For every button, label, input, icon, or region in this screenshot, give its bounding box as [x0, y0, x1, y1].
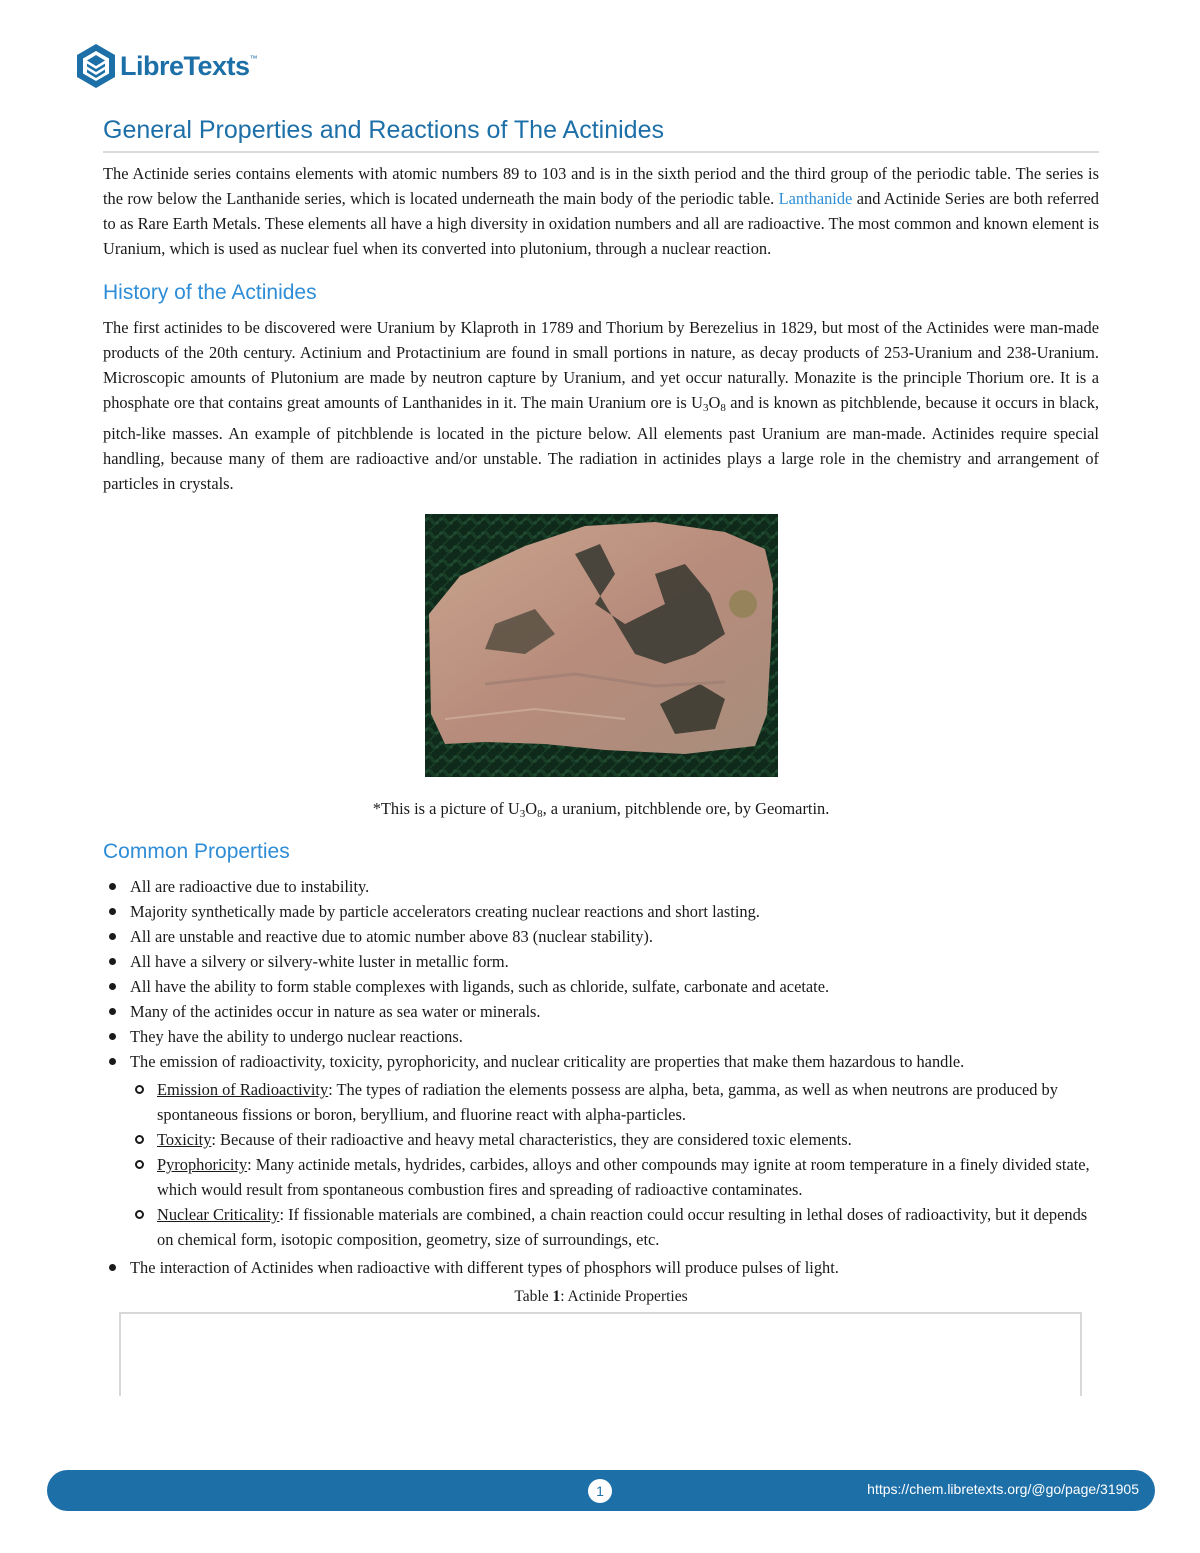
list-item: The interaction of Actinides when radioactive with different types of phosphors will produce pulses of light.: [103, 1255, 1099, 1280]
hazards-sublist: [130, 1077, 1099, 1252]
sublist-text: : Because of their radioactive and heavy metal characteristics, they are considered toxic elements.: [211, 1130, 852, 1149]
sublist-item: [130, 1077, 1099, 1127]
sublist-item: [130, 1202, 1099, 1252]
page-number: 1: [588, 1479, 612, 1503]
history-part1: The first actinides to be discovered were Uranium by Klaproth in 1789 and Thorium by Berezelius in 1829, but most of the Actinides were man-made products of the 20th century. Actinium and Protactinium are found in small portions in nature, as decay products of 253-Uranium and 238-Uranium. Microscopic amounts of Plutonium are made by neutron capture by Uranium, and yet occur naturally. Monazite is the principle Thorium ore. It is a phosphate ore that contains great amounts of Lanthanides in it. The main Uranium ore is U: [103, 318, 1099, 412]
sublist-term: Emission of Radioactivity: [157, 1080, 329, 1099]
figure-caption: [103, 799, 1099, 820]
sublist-item: [130, 1127, 1099, 1152]
intro-lead: The Actinide series contains elements with atomic numbers 89 to 103 and is in the sixth period and the third group of the periodic table. The series is the row below the Lanthanide series, which is located underneath the main body of the periodic table.: [103, 164, 1099, 208]
list-item: All are unstable and reactive due to atomic number above 83 (nuclear stability).: [103, 924, 1099, 949]
table-caption-pre: Table: [514, 1288, 553, 1305]
caption-post: , a uranium, pitchblende ore, by Geomartin.: [542, 799, 830, 818]
sublist-term: Nuclear Criticality: [157, 1205, 280, 1224]
caption-sub-8: 8: [537, 808, 543, 820]
libretexts-logo-icon: [74, 42, 118, 90]
table-caption-post: : Actinide Properties: [560, 1288, 688, 1305]
list-item: All have a silvery or silvery-white luster in metallic form.: [103, 949, 1099, 974]
caption-sub-3: 3: [519, 808, 526, 820]
caption-mid: O: [525, 799, 538, 818]
history-mid: O: [708, 393, 721, 412]
page-url-link[interactable]: https://chem.libretexts.org/@go/page/31905: [867, 1481, 1139, 1497]
lanthanide-link[interactable]: Lanthanide: [778, 189, 853, 208]
list-item: All have the ability to form stable complexes with ligands, such as chloride, sulfate, carbonate and acetate.: [103, 974, 1099, 999]
history-sub-3: 3: [702, 402, 709, 414]
page-content: [103, 116, 1099, 1396]
intro-paragraph: [103, 161, 1099, 261]
history-heading: History of the Actinides: [103, 281, 317, 304]
sublist-term: Pyrophoricity: [157, 1155, 248, 1174]
intro-rest: and Actinide Series are both referred to as Rare Earth Metals. These elements all have a high diversity in oxidation numbers and all are radioactive. The most common and known element is Uranium, which is used as nuclear fuel when its converted into plutonium, through a nuclear reaction.: [103, 189, 1099, 258]
list-item: They have the ability to undergo nuclear reactions.: [103, 1024, 1099, 1049]
pitchblende-ore-image: [425, 514, 778, 777]
page-title: General Properties and Reactions of The Actinides: [103, 116, 1099, 153]
libretexts-logo[interactable]: [74, 40, 258, 92]
table-caption-number: 1: [552, 1288, 561, 1305]
logo-text: LibreTexts: [120, 50, 250, 81]
sublist-term: Toxicity: [157, 1130, 212, 1149]
common-properties-list: [103, 874, 1099, 1280]
page-footer: [47, 1470, 1155, 1511]
common-properties-heading: Common Properties: [103, 840, 290, 863]
logo-trademark: ™: [249, 54, 258, 63]
list-item: All are radioactive due to instability.: [103, 874, 1099, 899]
sublist-item: [130, 1152, 1099, 1202]
sublist-text: : The types of radiation the elements possess are alpha, beta, gamma, as well as when neutrons are produced by spontaneous fissions or boron, beryllium, and fluorine react with alpha-particles.: [157, 1080, 1058, 1124]
history-sub-8: 8: [720, 402, 726, 414]
list-item: Majority synthetically made by particle accelerators creating nuclear reactions and short lasting.: [103, 899, 1099, 924]
actinide-properties-table: [119, 1312, 1082, 1396]
history-paragraph: [103, 315, 1099, 496]
list-item-hazards: [103, 1049, 1099, 1252]
sublist-text: : If fissionable materials are combined, a chain reaction could occur resulting in lethal doses of radioactivity, but it depends on chemical form, isotopic composition, geometry, size of surroundings, etc.: [157, 1205, 1088, 1249]
table-caption: [103, 1288, 1099, 1306]
list-item-text: The emission of radioactivity, toxicity, pyrophoricity, and nuclear criticality are properties that make them hazardous to handle.: [130, 1052, 965, 1071]
caption-pre: *This is a picture of U: [372, 799, 520, 818]
sublist-text: : Many actinide metals, hydrides, carbides, alloys and other compounds may ignite at room temperature in a finely divided state, which would result from spontaneous combustion fires and spreading of radioactive contaminates.: [157, 1155, 1090, 1199]
list-item: Many of the actinides occur in nature as sea water or minerals.: [103, 999, 1099, 1024]
history-part2: and is known as pitchblende, because it occurs in black, pitch-like masses. An example of pitchblende is located in the picture below. All elements past Uranium are man-made. Actinides require special handling, because many of them are radioactive and/or unstable. The radiation in actinides plays a large role in the chemistry and arrangement of particles in crystals.: [103, 393, 1099, 493]
